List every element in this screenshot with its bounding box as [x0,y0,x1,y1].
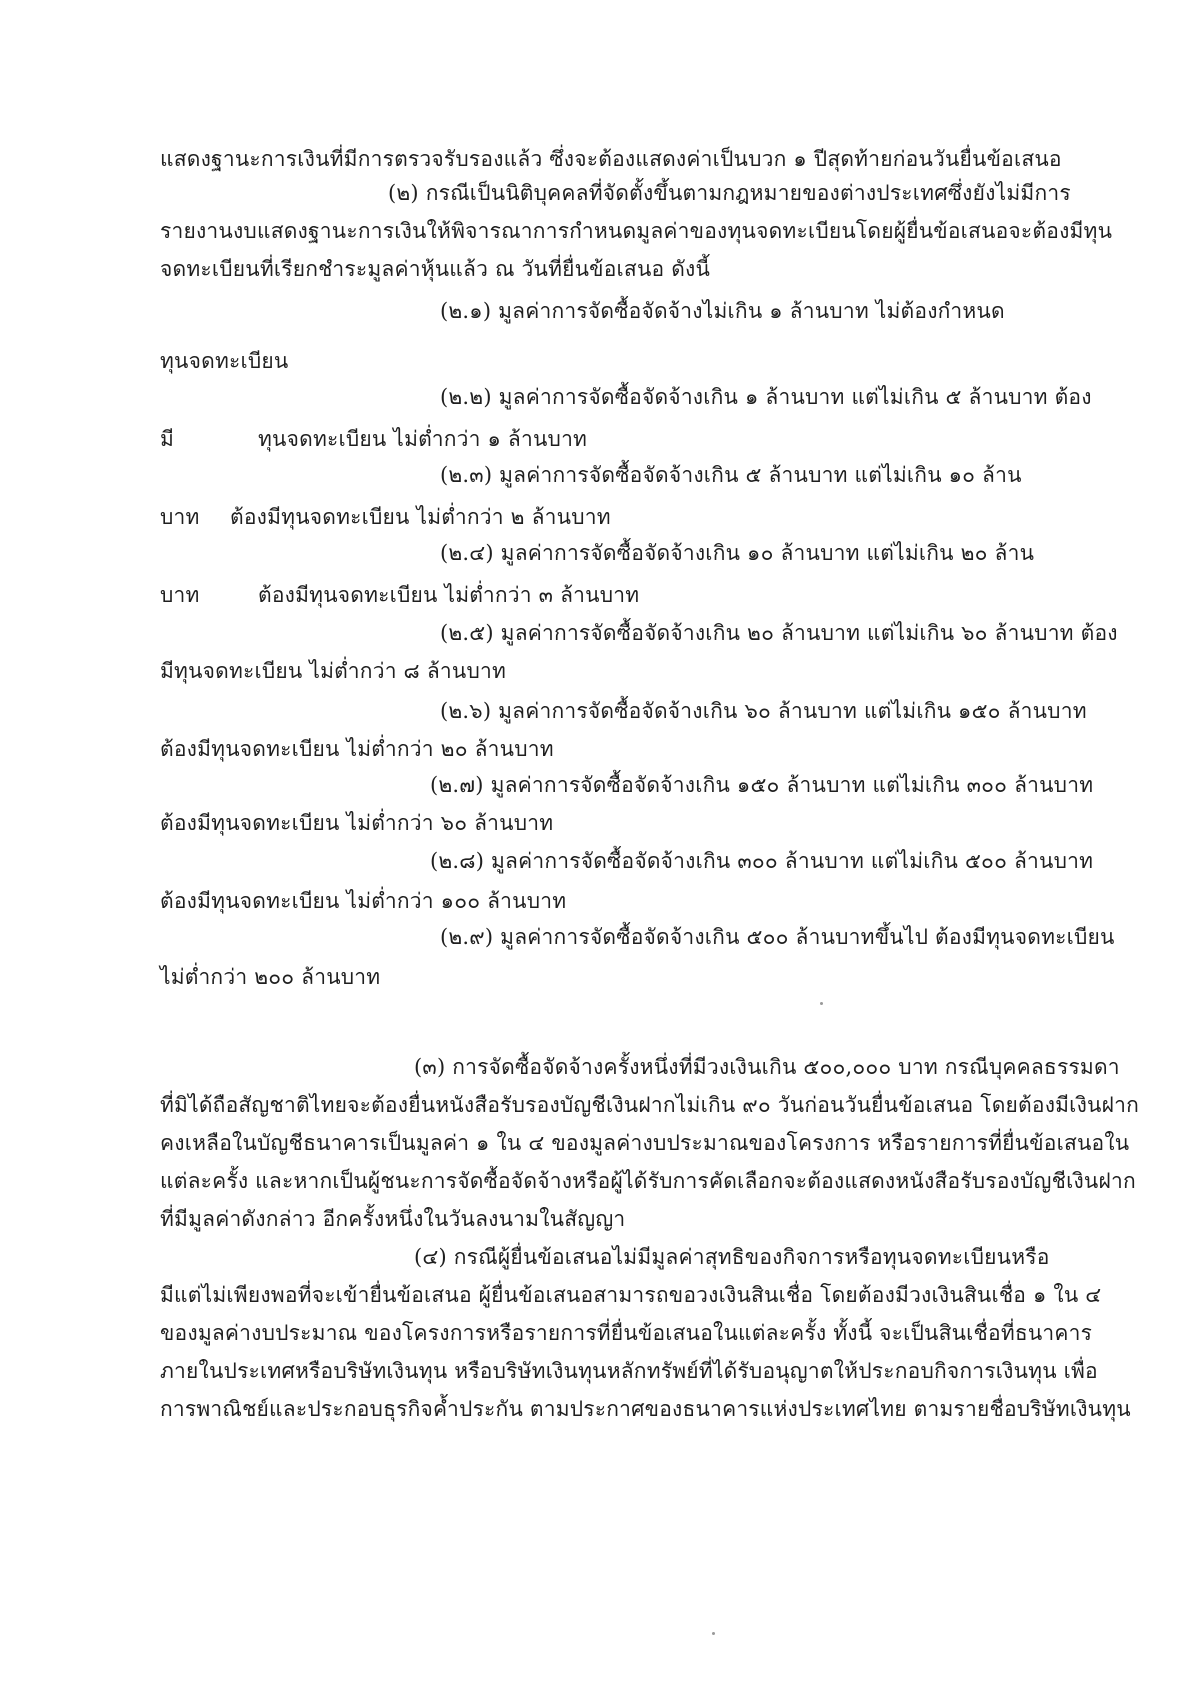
text-line: คงเหลือในบัญชีธนาคารเป็นมูลค่า ๑ ใน ๔ ของมูลค่างบประมาณของโครงการ หรือรายการที่ยื่นข้อเสนอใน [160,1131,1130,1155]
text-line: (๔) กรณีผู้ยื่นข้อเสนอไม่มีมูลค่าสุทธิของกิจการหรือทุนจดทะเบียนหรือ [414,1245,1050,1269]
text-line: (๒.๑) มูลค่าการจัดซื้อจัดจ้างไม่เกิน ๑ ล้านบาท ไม่ต้องกำหนด [440,299,1005,323]
text-line: ของมูลค่างบประมาณ ของโครงการหรือรายการที่ยื่นข้อเสนอในแต่ละครั้ง ทั้งนี้ จะเป็นสินเชื่อที่ธนาคาร [160,1321,1093,1345]
text-line: ทุนจดทะเบียน [160,349,289,373]
scan-speck [712,1632,715,1635]
text-line: รายงานงบแสดงฐานะการเงินให้พิจารณาการกำหนดมูลค่าของทุนจดทะเบียนโดยผู้ยื่นข้อเสนอจะต้องมีทุน [160,219,1113,243]
scan-speck [820,1002,823,1005]
text-line: บาท [160,505,200,529]
text-line: ต้องมีทุนจดทะเบียน ไม่ต่ำกว่า ๒ ล้านบาท [230,505,611,529]
text-line: มี [160,427,175,451]
text-line: (๒.๖) มูลค่าการจัดซื้อจัดจ้างเกิน ๖๐ ล้านบาท แต่ไม่เกิน ๑๕๐ ล้านบาท [440,699,1087,723]
text-line: (๒.๓) มูลค่าการจัดซื้อจัดจ้างเกิน ๕ ล้านบาท แต่ไม่เกิน ๑๐ ล้าน [440,463,1022,487]
text-line: มีแต่ไม่เพียงพอที่จะเข้ายื่นข้อเสนอ ผู้ยื่นข้อเสนอสามารถขอวงเงินสินเชื่อ โดยต้องมีวงเงินสินเชื่อ ๑ ใน ๔ [160,1283,1102,1307]
text-line: (๒.๕) มูลค่าการจัดซื้อจัดจ้างเกิน ๒๐ ล้านบาท แต่ไม่เกิน ๖๐ ล้านบาท ต้อง [440,621,1118,645]
text-line: ภายในประเทศหรือบริษัทเงินทุน หรือบริษัทเงินทุนหลักทรัพย์ที่ได้รับอนุญาตให้ประกอบกิจการเงินทุน เพื่อ [160,1359,1098,1383]
text-line: จดทะเบียนที่เรียกชำระมูลค่าหุ้นแล้ว ณ วันที่ยื่นข้อเสนอ ดังนี้ [160,257,711,281]
text-line: แต่ละครั้ง และหากเป็นผู้ชนะการจัดซื้อจัดจ้างหรือผู้ได้รับการคัดเลือกจะต้องแสดงหนังสือรับรองบัญชีเงินฝาก [160,1169,1136,1193]
text-line: ที่มิได้ถือสัญชาติไทยจะต้องยื่นหนังสือรับรองบัญชีเงินฝากไม่เกิน ๙๐ วันก่อนวันยื่นข้อเสนอ โดยต้องมีเงินฝาก [160,1093,1139,1117]
text-line: (๒.๘) มูลค่าการจัดซื้อจัดจ้างเกิน ๓๐๐ ล้านบาท แต่ไม่เกิน ๕๐๐ ล้านบาท [430,849,1094,873]
text-line: ต้องมีทุนจดทะเบียน ไม่ต่ำกว่า ๒๐ ล้านบาท [160,737,554,761]
text-line: การพาณิชย์และประกอบธุรกิจค้ำประกัน ตามประกาศของธนาคารแห่งประเทศไทย ตามรายชื่อบริษัทเงินทุน [160,1397,1131,1421]
text-line: ไม่ต่ำกว่า ๒๐๐ ล้านบาท [160,965,381,989]
text-line: (๒.๙) มูลค่าการจัดซื้อจัดจ้างเกิน ๕๐๐ ล้านบาทขึ้นไป ต้องมีทุนจดทะเบียน [440,925,1115,949]
text-line: มีทุนจดทะเบียน ไม่ต่ำกว่า ๘ ล้านบาท [160,659,507,683]
text-line: ทุนจดทะเบียน ไม่ต่ำกว่า ๑ ล้านบาท [258,427,588,451]
text-line: (๓) การจัดซื้อจัดจ้างครั้งหนึ่งที่มีวงเงินเกิน ๕๐๐,๐๐๐ บาท กรณีบุคคลธรรมดา [414,1055,1120,1079]
text-line: บาท [160,583,200,607]
text-line: ต้องมีทุนจดทะเบียน ไม่ต่ำกว่า ๑๐๐ ล้านบาท [160,889,567,913]
text-line: (๒.๔) มูลค่าการจัดซื้อจัดจ้างเกิน ๑๐ ล้านบาท แต่ไม่เกิน ๒๐ ล้าน [440,541,1035,565]
text-line: ต้องมีทุนจดทะเบียน ไม่ต่ำกว่า ๖๐ ล้านบาท [160,811,554,835]
text-line: ต้องมีทุนจดทะเบียน ไม่ต่ำกว่า ๓ ล้านบาท [258,583,640,607]
text-line: ที่มีมูลค่าดังกล่าว อีกครั้งหนึ่งในวันลงนามในสัญญา [160,1207,626,1231]
text-line: (๒.๗) มูลค่าการจัดซื้อจัดจ้างเกิน ๑๕๐ ล้านบาท แต่ไม่เกิน ๓๐๐ ล้านบาท [430,773,1094,797]
text-line: แสดงฐานะการเงินที่มีการตรวจรับรองแล้ว ซึ่งจะต้องแสดงค่าเป็นบวก ๑ ปีสุดท้ายก่อนวันยื่นข้อเสนอ [160,147,1062,171]
text-line: (๒.๒) มูลค่าการจัดซื้อจัดจ้างเกิน ๑ ล้านบาท แต่ไม่เกิน ๕ ล้านบาท ต้อง [440,385,1092,409]
text-line: (๒) กรณีเป็นนิติบุคคลที่จัดตั้งขึ้นตามกฎหมายของต่างประเทศซึ่งยังไม่มีการ [388,181,1071,205]
